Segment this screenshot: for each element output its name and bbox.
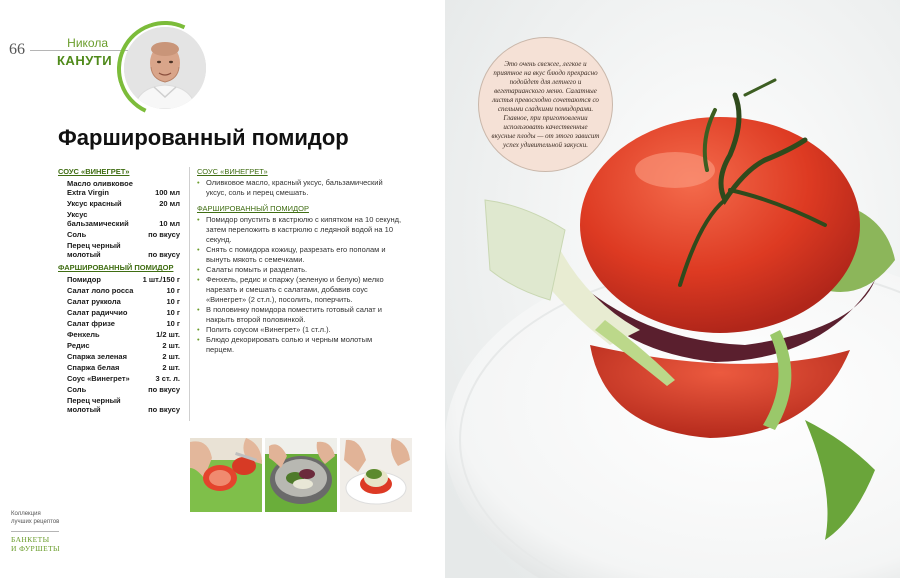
- instructions-tomato-heading: ФАРШИРОВАННЫЙ ПОМИДОР: [197, 204, 309, 213]
- step-photo-cutting-tomato: [190, 438, 262, 512]
- quote-bubble: [478, 37, 613, 172]
- instruction-step: [197, 335, 402, 355]
- bullet-icon: •: [197, 275, 200, 284]
- ingredient-qty: по вкусу: [148, 405, 180, 414]
- bullet-icon: •: [197, 245, 200, 254]
- bullet-icon: •: [197, 215, 200, 224]
- instruction-text: Блюдо декорировать солью и черным молотым перцем.: [206, 335, 373, 354]
- ingredient-row: [58, 385, 180, 394]
- sauce-ingredients: [58, 179, 180, 259]
- ingredient-name: Соль: [67, 230, 87, 239]
- ingredient-qty: 1 шт./150 г: [142, 275, 180, 284]
- ingredient-qty: по вкусу: [148, 250, 180, 259]
- page-number: 66: [9, 41, 25, 58]
- instruction-step: [197, 275, 402, 305]
- ingredient-qty: 3 ст. л.: [155, 374, 180, 383]
- instruction-step: [197, 305, 402, 325]
- instruction-text: Салаты помыть и разделать.: [206, 265, 308, 274]
- ingredient-row: [58, 396, 180, 414]
- chef-portrait: [124, 27, 206, 109]
- ingredient-row: [58, 352, 180, 361]
- instruction-step: [197, 265, 402, 275]
- tomato-ingredients: [58, 275, 180, 414]
- column-divider: [189, 167, 190, 421]
- ingredient-row: [58, 199, 180, 208]
- instruction-text: Фенхель, редис и спаржу (зеленую и белую) мелко нарезать и смешать с салатами, добавив соус «Винегрет» (2 ст.л.), посолить, поперчить.: [206, 275, 384, 304]
- ingredient-name: Уксус красный: [67, 199, 122, 208]
- chef-last-name: КАНУТИ: [57, 53, 113, 68]
- bullet-icon: •: [197, 265, 200, 274]
- instruction-text: Оливковое масло, красный уксус, бальзамический уксус, соль и перец смешать.: [206, 178, 383, 197]
- footer-rule: [11, 531, 59, 532]
- ingredient-name: Соль: [67, 385, 87, 394]
- ingredient-name: Фенхель: [67, 330, 100, 339]
- bullet-icon: •: [197, 335, 200, 344]
- instruction-step: [197, 325, 402, 335]
- ingredient-qty: 20 мл: [159, 199, 180, 208]
- footer-collection-line1: Коллекция: [11, 511, 41, 517]
- ingredient-qty: по вкусу: [148, 230, 180, 239]
- instruction-text: Полить соусом «Винегрет» (1 ст.л.).: [206, 325, 331, 334]
- bullet-icon: •: [197, 325, 200, 334]
- instruction-text: Снять с помидора кожицу, разрезать его пополам и вынуть мякоть с семечками.: [206, 245, 386, 264]
- ingredient-row: [58, 286, 180, 295]
- ingredient-row: [58, 230, 180, 239]
- ingredient-row: [58, 241, 180, 259]
- ingredient-qty: 10 г: [166, 286, 180, 295]
- footer-section-line2: И ФУРШЕТЫ: [11, 544, 60, 553]
- ingredient-name: Редис: [67, 341, 90, 350]
- ingredients-sauce-heading: СОУС «ВИНЕГРЕТ»: [58, 167, 130, 176]
- ingredient-name: Салат руккола: [67, 297, 121, 306]
- ingredient-name: Салат фризе: [67, 319, 115, 328]
- step-photo-mixing-salad: [265, 438, 337, 512]
- ingredient-name: Салат лоло росса: [67, 286, 134, 295]
- footer-section-line1: БАНКЕТЫ: [11, 535, 50, 544]
- instruction-step: [197, 245, 402, 265]
- chef-portrait-image: [124, 27, 206, 109]
- ingredient-qty: 1/2 шт.: [156, 330, 180, 339]
- ingredient-row: [58, 297, 180, 306]
- left-page: [0, 0, 445, 578]
- ingredients-list: [58, 167, 180, 416]
- ingredient-name: Перец черный молотый: [67, 396, 121, 414]
- ingredient-row: [58, 319, 180, 328]
- ingredient-row: [58, 363, 180, 372]
- ingredient-qty: 10 г: [166, 308, 180, 317]
- ingredient-qty: 10 г: [166, 319, 180, 328]
- instruction-text: В половинку помидора поместить готовый салат и накрыть второй половинкой.: [206, 305, 382, 324]
- ingredients-tomato-heading: ФАРШИРОВАННЫЙ ПОМИДОР: [58, 263, 174, 272]
- ingredient-name: Перец черный молотый: [67, 241, 121, 259]
- ingredient-name: Спаржа зеленая: [67, 352, 127, 361]
- footer-collection: [11, 511, 81, 526]
- footer-section: [11, 535, 81, 553]
- ingredient-qty: 2 шт.: [162, 352, 180, 361]
- instructions-sauce-heading: СОУС «ВИНЕГРЕТ»: [197, 167, 268, 176]
- instruction-text: Помидор опустить в кастрюлю с кипятком на 10 секунд, затем переложить в кастрюлю с ледяной водой на 10 секунд.: [206, 215, 402, 244]
- ingredient-qty: 100 мл: [155, 188, 180, 197]
- chef-last-name-box: [57, 52, 113, 70]
- ingredient-qty: 2 шт.: [162, 363, 180, 372]
- ingredient-qty: по вкусу: [148, 385, 180, 394]
- bullet-icon: •: [197, 178, 200, 187]
- ingredient-qty: 2 шт.: [162, 341, 180, 350]
- footer-collection-line2: лучших рецептов: [11, 518, 60, 525]
- recipe-title: Фаршированный помидор: [58, 125, 349, 150]
- ingredient-row: [58, 210, 180, 228]
- step-photo-stuffing-tomato: [340, 438, 412, 512]
- tomato-steps: [197, 215, 402, 355]
- bullet-icon: •: [197, 305, 200, 314]
- ingredient-row: [58, 179, 180, 197]
- ingredient-name: Помидор: [67, 275, 101, 284]
- ingredient-name: Спаржа белая: [67, 363, 120, 372]
- ingredient-row: [58, 330, 180, 339]
- instructions: [197, 167, 402, 355]
- ingredient-name: Масло оливковое Extra Virgin: [67, 179, 133, 197]
- ingredient-qty: 10 г: [166, 297, 180, 306]
- ingredient-row: [58, 374, 180, 383]
- instruction-step: [197, 178, 402, 198]
- chef-first-name: Никола: [67, 36, 108, 50]
- step-photos: [190, 438, 412, 512]
- ingredient-name: Уксус бальзамический: [67, 210, 129, 228]
- ingredient-name: Салат радиччио: [67, 308, 128, 317]
- ingredient-row: [58, 275, 180, 284]
- ingredient-qty: 10 мл: [159, 219, 180, 228]
- instruction-step: [197, 215, 402, 245]
- sauce-steps: [197, 178, 402, 198]
- quote-text: Это очень свежее, легкое и приятное на вкус блюдо прекрасно подойдет для летнего и вегетарианского меню. Салатные листья превосходно сочетаются со спелыми сладкими помидорами. Главное, при приготовлении использовать качественные вкусные плоды — от этого зависит успех удивительной закуски.: [491, 59, 600, 149]
- ingredient-name: Соус «Винегрет»: [67, 374, 130, 383]
- ingredient-row: [58, 341, 180, 350]
- ingredient-row: [58, 308, 180, 317]
